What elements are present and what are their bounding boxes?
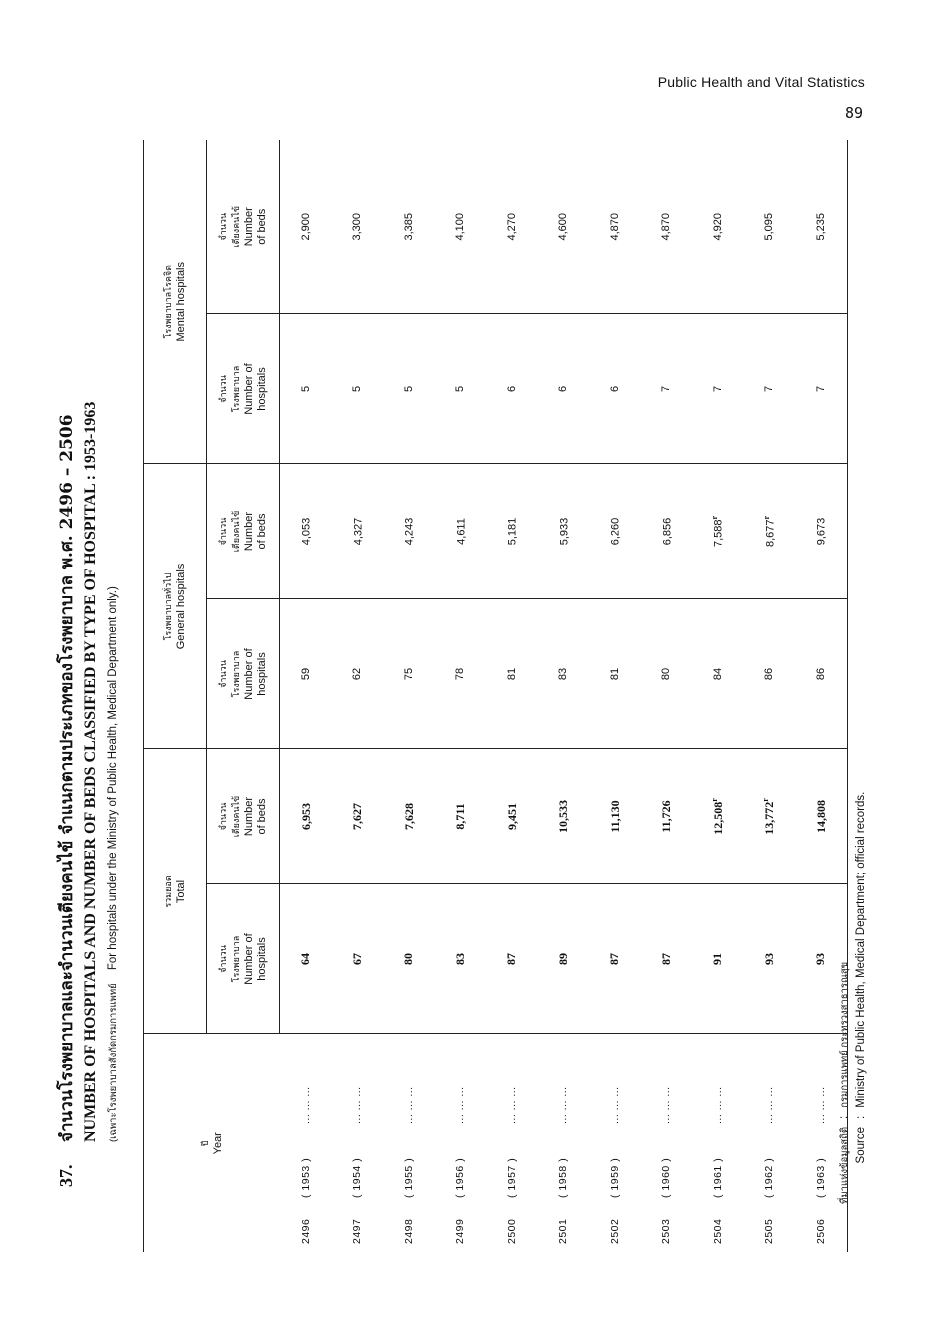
general-hospitals-cell: 59 (280, 599, 332, 749)
subheader-total-hospitals: จำนวน โรงพยาบาล Number of hospitals (207, 884, 280, 1034)
general-hospitals-cell: 86 (795, 599, 847, 749)
subtitle-english: For hospitals under the Ministry of Public Health, Medical Department only.) (107, 586, 119, 971)
buddhist-year: 2501 (557, 1218, 570, 1244)
general-beds-cell: 4,243 (383, 464, 435, 599)
gregorian-year: ( 1953 ) (299, 1157, 312, 1198)
total-hospitals-cell: 87 (486, 884, 538, 1034)
total-hospitals-cell: 91 (692, 884, 744, 1034)
source-text-thai: กรมการแพทย์ กระทรวงสาธารณสุข (839, 961, 850, 1108)
gregorian-year: ( 1959 ) (608, 1157, 621, 1198)
total-beds-cell: 13,772$^r$ (744, 749, 796, 884)
buddhist-year: 2503 (660, 1218, 673, 1244)
gregorian-year: ( 1960 ) (660, 1157, 673, 1198)
leader-dots: ... ... ... (351, 1086, 364, 1124)
total-hospitals-cell: 80 (383, 884, 435, 1034)
buddhist-year: 2504 (711, 1218, 724, 1244)
table-row (435, 140, 487, 1252)
total-beds-cell: 10,533 (538, 749, 590, 884)
mental-beds-cell: 5,095 (744, 140, 796, 314)
general-hospitals-cell: 83 (538, 599, 590, 749)
gregorian-year: ( 1958 ) (557, 1157, 570, 1198)
year-cell (641, 1034, 693, 1252)
mental-hospitals-cell: 5 (332, 314, 384, 464)
leader-dots: ... ... ... (557, 1086, 570, 1124)
table-row (692, 140, 744, 1252)
mental-hospitals-cell: 5 (383, 314, 435, 464)
total-beds-cell: 6,953 (280, 749, 332, 884)
leader-dots: ... ... ... (763, 1086, 776, 1124)
year-cell (486, 1034, 538, 1252)
mental-hospitals-cell: 7 (692, 314, 744, 464)
year-cell (589, 1034, 641, 1252)
total-hospitals-cell: 93 (795, 884, 847, 1034)
source-label-thai: ที่มาแห่งข้อมูลสถิติ (839, 1127, 850, 1204)
leader-dots: ... ... ... (608, 1086, 621, 1124)
group-header-mental (144, 140, 207, 464)
leader-dots: ... ... ... (814, 1086, 827, 1124)
table-title-block (56, 152, 121, 1142)
group-mental-english: Mental hospitals (175, 261, 187, 342)
general-hospitals-cell: 86 (744, 599, 796, 749)
table-row (589, 140, 641, 1252)
mental-beds-cell: 5,235 (795, 140, 847, 314)
general-beds-cell: 9,673 (795, 464, 847, 599)
total-hospitals-cell: 67 (332, 884, 384, 1034)
group-total-thai: รวมยอด (163, 875, 173, 908)
year-header-thai: ปี (199, 1140, 210, 1147)
total-beds-cell: 7,627 (332, 749, 384, 884)
total-beds-cell: 11,130 (589, 749, 641, 884)
general-beds-cell: 6,856 (641, 464, 693, 599)
total-beds-cell: 9,451 (486, 749, 538, 884)
total-beds-cell: 12,508$^r$ (692, 749, 744, 884)
mental-beds-cell: 3,385 (383, 140, 435, 314)
mental-beds-cell: 3,300 (332, 140, 384, 314)
total-beds-cell: 8,711 (435, 749, 487, 884)
general-beds-cell: 4,327 (332, 464, 384, 599)
total-beds-cell: 11,726 (641, 749, 693, 884)
buddhist-year: 2505 (763, 1218, 776, 1244)
leader-dots: ... ... ... (299, 1086, 312, 1124)
mental-hospitals-cell: 6 (589, 314, 641, 464)
mental-hospitals-cell: 7 (744, 314, 796, 464)
total-hospitals-cell: 87 (641, 884, 693, 1034)
total-beds-cell: 14,808 (795, 749, 847, 884)
table-row (280, 140, 332, 1252)
table-row (744, 140, 796, 1252)
mental-beds-cell: 4,100 (435, 140, 487, 314)
buddhist-year: 2502 (608, 1218, 621, 1244)
year-cell (332, 1034, 384, 1252)
mental-hospitals-cell: 6 (486, 314, 538, 464)
group-header-total (144, 749, 207, 1034)
table-row (486, 140, 538, 1252)
table-row (332, 140, 384, 1252)
gregorian-year: ( 1956 ) (454, 1157, 467, 1198)
leader-dots: ... ... ... (505, 1086, 518, 1124)
mental-beds-cell: 4,870 (641, 140, 693, 314)
subheader-total-beds: จำนวน เตียงคนไข้ Number of beds (207, 749, 280, 884)
leader-dots: ... ... ... (402, 1086, 415, 1124)
buddhist-year: 2497 (351, 1218, 364, 1244)
general-hospitals-cell: 75 (383, 599, 435, 749)
general-beds-cell: 6,260 (589, 464, 641, 599)
year-cell (280, 1034, 332, 1252)
mental-hospitals-cell: 5 (435, 314, 487, 464)
buddhist-year: 2499 (454, 1218, 467, 1244)
general-hospitals-cell: 80 (641, 599, 693, 749)
running-head: Public Health and Vital Statistics (657, 74, 865, 90)
gregorian-year: ( 1963 ) (814, 1157, 827, 1198)
source-text-english: Ministry of Public Health, Medical Department; official records. (855, 791, 867, 1108)
gregorian-year: ( 1955 ) (402, 1157, 415, 1198)
total-hospitals-cell: 64 (280, 884, 332, 1034)
total-hospitals-cell: 89 (538, 884, 590, 1034)
subtitle-thai: (เฉพาะโรงพยาบาลสังกัดกรมการแพทย์ (108, 983, 119, 1142)
group-mental-thai: โรงพยาบาลโรคจิต (163, 265, 173, 339)
buddhist-year: 2500 (505, 1218, 518, 1244)
page-number: 89 (844, 104, 863, 122)
revised-mark: r (761, 798, 771, 802)
general-hospitals-cell: 62 (332, 599, 384, 749)
table-row (641, 140, 693, 1252)
total-beds-cell: 7,628 (383, 749, 435, 884)
table-subtitle (106, 152, 121, 1142)
leader-dots: ... ... ... (711, 1086, 724, 1124)
buddhist-year: 2506 (814, 1218, 827, 1244)
year-cell (692, 1034, 744, 1252)
revised-mark: r (710, 515, 720, 520)
leader-dots: ... ... ... (660, 1086, 673, 1124)
source-separator: : (855, 1115, 867, 1119)
general-hospitals-cell: 81 (589, 599, 641, 749)
total-hospitals-cell: 83 (435, 884, 487, 1034)
mental-hospitals-cell: 5 (280, 314, 332, 464)
subheader-mental-hospitals: จำนวน โรงพยาบาล Number of hospitals (207, 314, 280, 464)
buddhist-year: 2498 (402, 1218, 415, 1244)
revised-mark: r (761, 515, 771, 520)
mental-hospitals-cell: 7 (641, 314, 693, 464)
general-hospitals-cell: 81 (486, 599, 538, 749)
source-separator: : (838, 1115, 850, 1119)
table-row (538, 140, 590, 1252)
group-header-general (144, 464, 207, 749)
subheader-mental-beds: จำนวน เตียงคนไข้ Number of beds (207, 140, 280, 314)
hospitals-beds-table (143, 140, 848, 1252)
mental-beds-cell: 2,900 (280, 140, 332, 314)
table-row (383, 140, 435, 1252)
table-number: 37. (56, 1164, 76, 1187)
gregorian-year: ( 1957 ) (505, 1157, 518, 1198)
year-cell (383, 1034, 435, 1252)
year-cell (744, 1034, 796, 1252)
leader-dots: ... ... ... (454, 1086, 467, 1124)
mental-hospitals-cell: 6 (538, 314, 590, 464)
subheader-general-beds: จำนวน เตียงคนไข้ Number of beds (207, 464, 280, 599)
buddhist-year: 2496 (299, 1218, 312, 1244)
general-beds-cell: 8,677$^r$ (744, 464, 796, 599)
group-general-thai: โรงพยาบาลทั่วไป (163, 572, 173, 641)
mental-beds-cell: 4,920 (692, 140, 744, 314)
general-beds-cell: 4,611 (435, 464, 487, 599)
table-title-english: NUMBER OF HOSPITALS AND NUMBER OF BEDS CLASSIFIED BY TYPE OF HOSPITAL : 1953-1963 (82, 401, 99, 1142)
general-hospitals-cell: 78 (435, 599, 487, 749)
gregorian-year: ( 1962 ) (763, 1157, 776, 1198)
total-hospitals-cell: 93 (744, 884, 796, 1034)
mental-hospitals-cell: 7 (795, 314, 847, 464)
gregorian-year: ( 1954 ) (351, 1157, 364, 1198)
total-hospitals-cell: 87 (589, 884, 641, 1034)
general-hospitals-cell: 84 (692, 599, 744, 749)
general-beds-cell: 4,053 (280, 464, 332, 599)
source-note (836, 792, 869, 1237)
source-label-english: Source (855, 1127, 867, 1164)
subheader-general-hospitals: จำนวน โรงพยาบาล Number of hospitals (207, 599, 280, 749)
year-header (144, 1034, 280, 1252)
mental-beds-cell: 4,600 (538, 140, 590, 314)
group-total-english: Total (175, 879, 187, 904)
year-cell (435, 1034, 487, 1252)
table-title-thai: จำนวนโรงพยาบาลและจำนวนเตียงคนไข้ จำแนกตามประเภทของโรงพยาบาล พ.ศ. 2496 – 2506 (57, 414, 77, 1142)
general-beds-cell: 5,933 (538, 464, 590, 599)
year-cell (538, 1034, 590, 1252)
revised-mark: r (709, 798, 719, 802)
group-general-english: General hospitals (175, 563, 187, 650)
year-header-english: Year (211, 1132, 224, 1155)
general-beds-cell: 5,181 (486, 464, 538, 599)
mental-beds-cell: 4,870 (589, 140, 641, 314)
mental-beds-cell: 4,270 (486, 140, 538, 314)
gregorian-year: ( 1961 ) (711, 1157, 724, 1198)
general-beds-cell: 7,588$^r$ (692, 464, 744, 599)
